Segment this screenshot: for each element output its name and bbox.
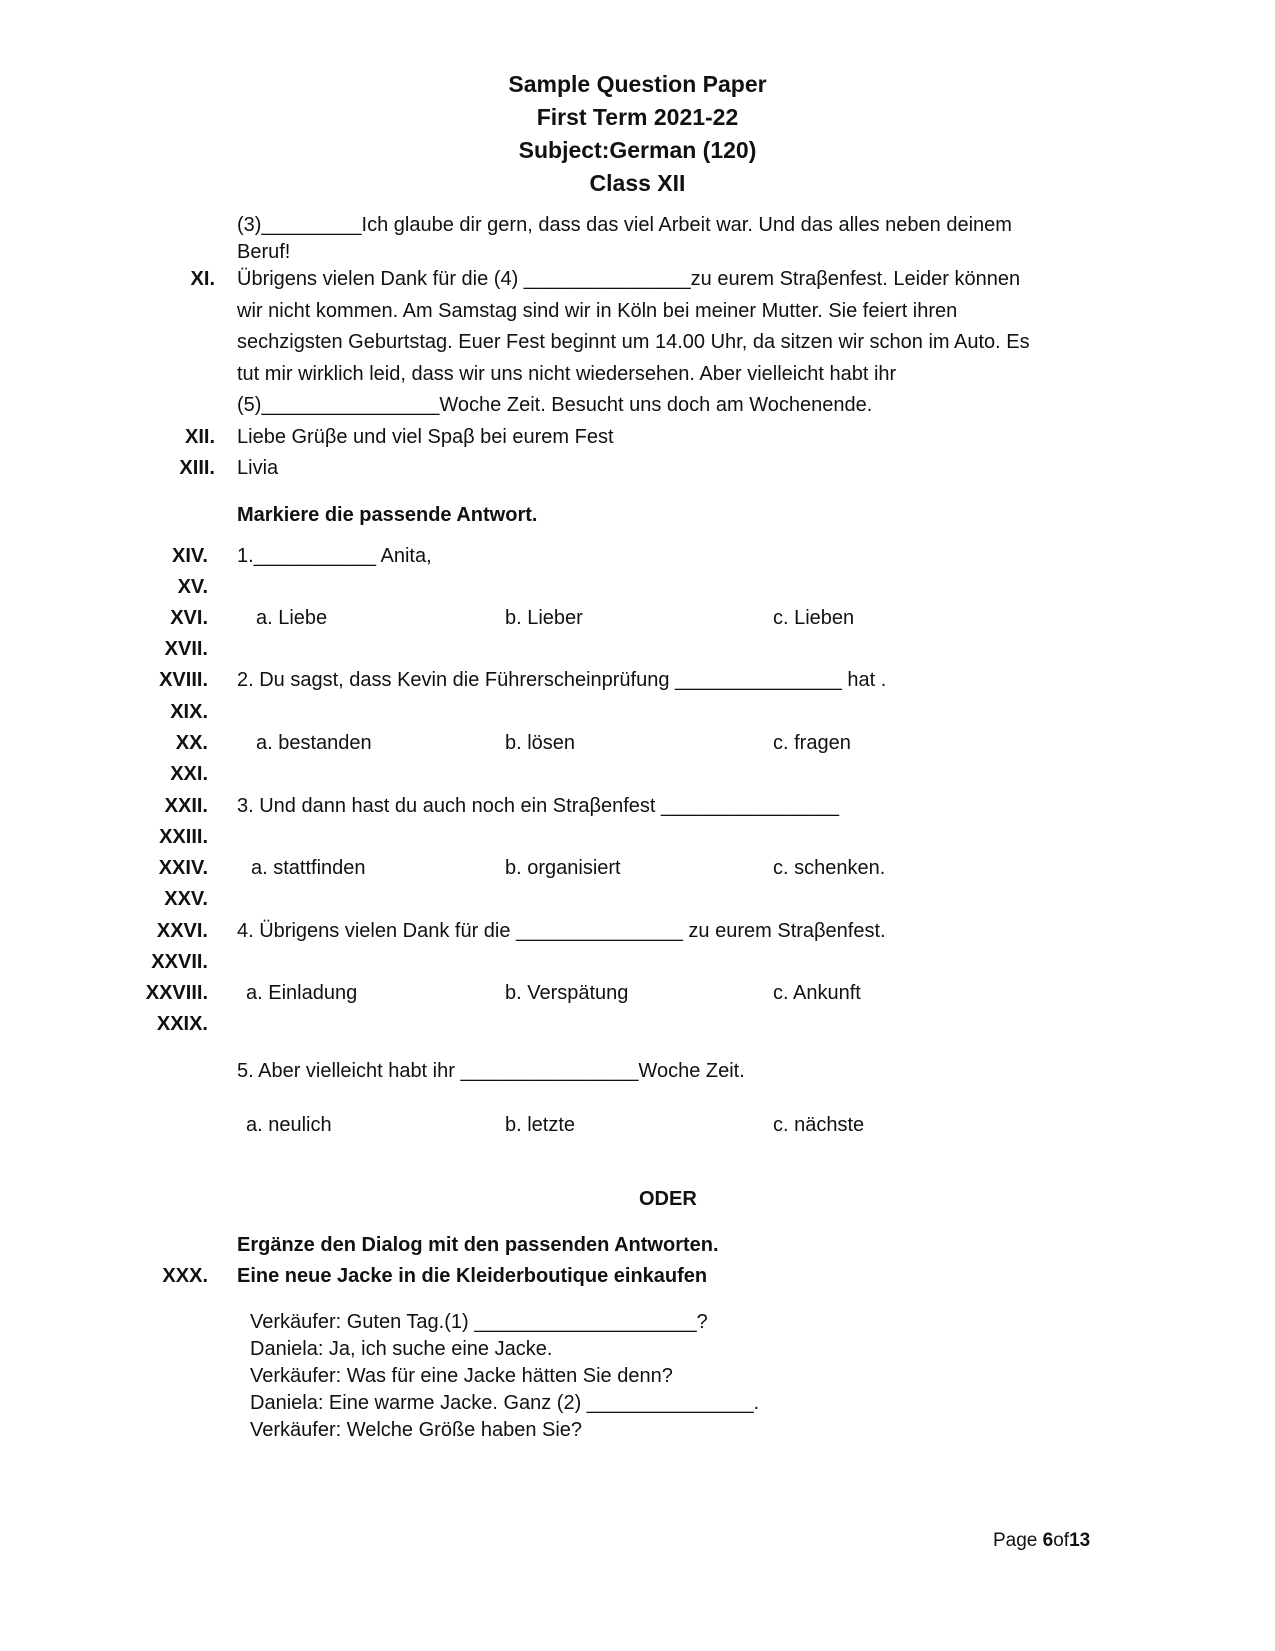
roman-numeral: XIV.: [172, 545, 208, 567]
option-c: c. schenken.: [773, 857, 886, 879]
dialog-instruction: Ergänze den Dialog mit den passenden Antworten.: [237, 1234, 719, 1256]
total-pages: 13: [1069, 1530, 1091, 1551]
letter-paragraph-3-line-2: Beruf!: [237, 241, 291, 263]
letter-paragraph-4-line-1: Übrigens vielen Dank für die (4) _______________zu eurem Straβenfest. Leider können: [237, 268, 1021, 290]
question-4: 4. Übrigens vielen Dank für die _______________ zu eurem Straβenfest.: [237, 920, 886, 942]
dialog-line: Verkäufer: Guten Tag.(1) ____________________?: [250, 1311, 708, 1333]
dialog-line: Verkäufer: Welche Größe haben Sie?: [250, 1419, 583, 1441]
roman-numeral: XXIV.: [158, 857, 208, 879]
roman-numeral: XXIX.: [156, 1013, 208, 1035]
option-a: a. Einladung: [246, 982, 358, 1004]
option-c: c. Ankunft: [773, 982, 861, 1004]
roman-numeral: XV.: [177, 576, 208, 598]
roman-numeral: XXV.: [164, 888, 208, 910]
question-1: 1.___________ Anita,: [237, 545, 432, 567]
subject-line: Subject:German (120): [518, 137, 757, 163]
question-5: 5. Aber vielleicht habt ihr ________________Woche Zeit.: [237, 1060, 745, 1082]
oder-separator: ODER: [639, 1188, 697, 1210]
page-of: of: [1053, 1530, 1070, 1551]
letter-paragraph-4-line-5: (5)________________Woche Zeit. Besucht uns doch am Wochenende.: [237, 394, 873, 416]
document-header: [0, 68, 1275, 200]
option-c: c. fragen: [773, 732, 851, 754]
letter-paragraph-3-line-1: (3)_________Ich glaube dir gern, dass das viel Arbeit war. Und das alles neben deinem: [237, 214, 1012, 236]
dialog-line: Verkäufer: Was für eine Jacke hätten Sie denn?: [250, 1365, 673, 1387]
option-b: b. Lieber: [505, 607, 583, 629]
question-2: 2. Du sagst, dass Kevin die Führerscheinprüfung _______________ hat .: [237, 669, 887, 691]
option-b: b. Verspätung: [505, 982, 629, 1004]
dialog-title: Eine neue Jacke in die Kleiderboutique einkaufen: [237, 1265, 708, 1287]
roman-numeral: XXVI.: [156, 920, 208, 942]
roman-numeral: XVI.: [170, 607, 208, 629]
letter-paragraph-4-line-4: tut mir wirklich leid, dass wir uns nicht wiedersehen. Aber vielleicht habt ihr: [237, 363, 897, 385]
roman-numeral: XXX.: [162, 1265, 208, 1287]
roman-numeral: XII.: [184, 426, 215, 448]
roman-numeral: XXII.: [164, 795, 208, 817]
term-line: First Term 2021-22: [536, 104, 739, 130]
roman-numeral: XX.: [175, 732, 208, 754]
option-b: b. organisiert: [505, 857, 621, 879]
letter-paragraph-4-line-3: sechzigsten Geburtstag. Euer Fest beginnt um 14.00 Uhr, da sitzen wir schon im Auto. Es: [237, 331, 1030, 353]
roman-numeral: XXVIII.: [145, 982, 208, 1004]
class-line: Class XII: [589, 170, 686, 196]
roman-numeral: XXI.: [170, 763, 208, 785]
roman-numeral: XVIII.: [159, 669, 208, 691]
page-label: Page: [993, 1530, 1043, 1551]
page-number: [993, 1530, 1090, 1552]
roman-numeral: XIII.: [179, 457, 215, 479]
question-3: 3. Und dann hast du auch noch ein Straβenfest ________________: [237, 795, 839, 817]
letter-paragraph-4-line-2: wir nicht kommen. Am Samstag sind wir in Köln bei meiner Mutter. Sie feiert ihren: [237, 300, 958, 322]
option-a: a. Liebe: [256, 607, 328, 629]
option-b: b. lösen: [505, 732, 576, 754]
roman-numeral: XVII.: [164, 638, 208, 660]
roman-numeral: XXVII.: [151, 951, 208, 973]
dialog-line: Daniela: Eine warme Jacke. Ganz (2) _______________.: [250, 1392, 760, 1414]
roman-numeral: XIX.: [170, 701, 208, 723]
task-instruction: Markiere die passende Antwort.: [237, 504, 538, 526]
paper-title: Sample Question Paper: [508, 71, 767, 97]
option-a: a. neulich: [246, 1114, 332, 1136]
option-b: b. letzte: [505, 1114, 576, 1136]
roman-numeral: XI.: [190, 268, 215, 290]
letter-signature: Livia: [237, 457, 279, 479]
option-c: c. Lieben: [773, 607, 855, 629]
option-c: c. nächste: [773, 1114, 865, 1136]
dialog-line: Daniela: Ja, ich suche eine Jacke.: [250, 1338, 553, 1360]
roman-numeral: XXIII.: [159, 826, 208, 848]
current-page: 6: [1042, 1530, 1054, 1551]
letter-greeting: Liebe Grüβe und viel Spaβ bei eurem Fest: [237, 426, 614, 448]
option-a: a. stattfinden: [251, 857, 366, 879]
option-a: a. bestanden: [256, 732, 372, 754]
